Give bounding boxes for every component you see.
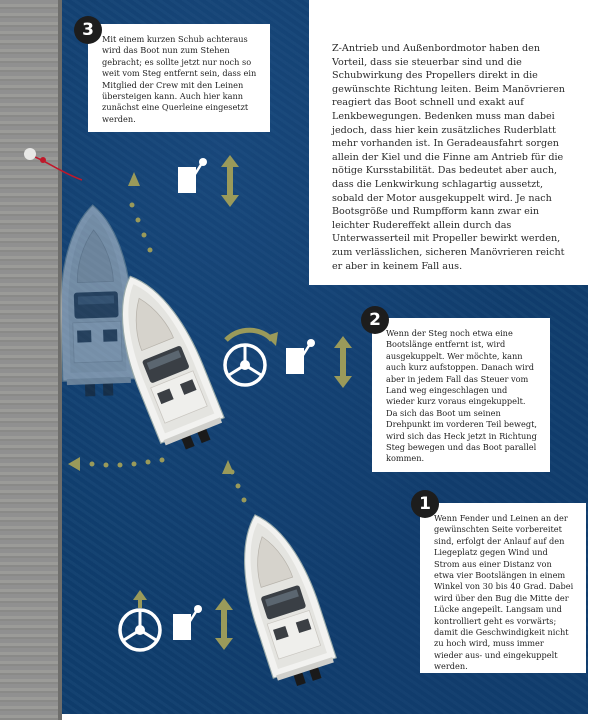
main-article-text <box>332 42 572 273</box>
steering-wheel-icon <box>120 610 160 650</box>
steering-wheel-icon <box>225 345 265 385</box>
step-3-box <box>88 24 270 132</box>
curved-arrow-icon <box>226 330 272 340</box>
throttle-lever-icon <box>178 158 207 193</box>
double-arrow-icon <box>215 598 233 650</box>
throttle-lever-icon <box>173 605 202 640</box>
step-3-text: Mit einem kurzen Schub achteraus wird das Boot nun zum Stehen gebracht; es sollte jetzt nur noch so weit vom Steg entfernt sein, dass ein Mitglied der Crew mit den Leinen übersteigen kann. Auch hier kann zunächst eine Querleine eingesetzt werden. <box>102 34 257 124</box>
up-arrow-icon <box>133 590 147 608</box>
step-1-text: Wenn Fender und Leinen an der gewünschten Seite vorbereitet sind, erfolgt der Anlauf auf den Liegeplatz gegen Wind und Strom aus einer Distanz von etwa vier Bootslängen in einem Winkel von 30 bis 40 Grad. Dabei wird über den Bug die Mitte der Lücke angepeilt. Langsam und kontrolliert geht es vorwärts; damit die Geschwindigkeit nicht zu hoch wird, muss immer wieder aus- und eingekuppelt werden. <box>434 513 574 672</box>
step-3-badge: 3 <box>74 16 102 44</box>
step-2-badge: 2 <box>361 306 389 334</box>
step-2-text: Wenn der Steg noch etwa eine Bootslänge entfernt ist, wird ausgekuppelt. Wer möchte, kann auch kurz aufstoppen. Danach wird aber in jedem Fall das Steuer vom Land weg eingeschlagen und wieder kurz voraus eingekuppelt. Da sich das Boot um seinen Drehpunkt im vorderen Teil bewegt, wird sich das Heck jetzt in Richtung Steg bewegen und das Boot parallel kommen. <box>386 328 537 464</box>
double-arrow-icon <box>221 155 239 207</box>
dock-cleat <box>24 148 36 160</box>
mooring-line <box>30 155 82 180</box>
main-paragraph: Z-Antrieb und Außenbordmotor haben den Vorteil, dass sie steuerbar sind und die Schubwirkung des Propellers direkt in die gewünschte Richtung leiten. Beim Manövrieren reagiert das Boot schnell und exakt auf Lenkbewegungen. Bedenken muss man dabei jedoch, dass hier kein zusätzliches Ruderblatt mehr vorhanden ist. In Geradeausfahrt sorgen allein der Kiel und die Finne am Antrieb für die nötige Kursstabilität. Das bedeutet aber auch, dass die Lenkwirkung schlagartig aussetzt, sobald der Motor ausgekuppelt wird. Je nach Bootsgröße und Rumpfform kann zwar ein leichter Rudereffekt allein durch das Unterwasserteil mit Propeller bewirkt werden, zum verlässlichen, sicheren Manövrieren reicht er aber in keinem Fall aus. <box>332 43 565 272</box>
step-1-box <box>420 503 586 673</box>
step-1-badge: 1 <box>411 490 439 518</box>
double-arrow-icon <box>334 336 352 388</box>
throttle-lever-icon <box>286 339 315 374</box>
boat-stage-1 <box>223 505 340 693</box>
step-2-box <box>372 318 550 472</box>
cleat-marker <box>40 157 46 163</box>
